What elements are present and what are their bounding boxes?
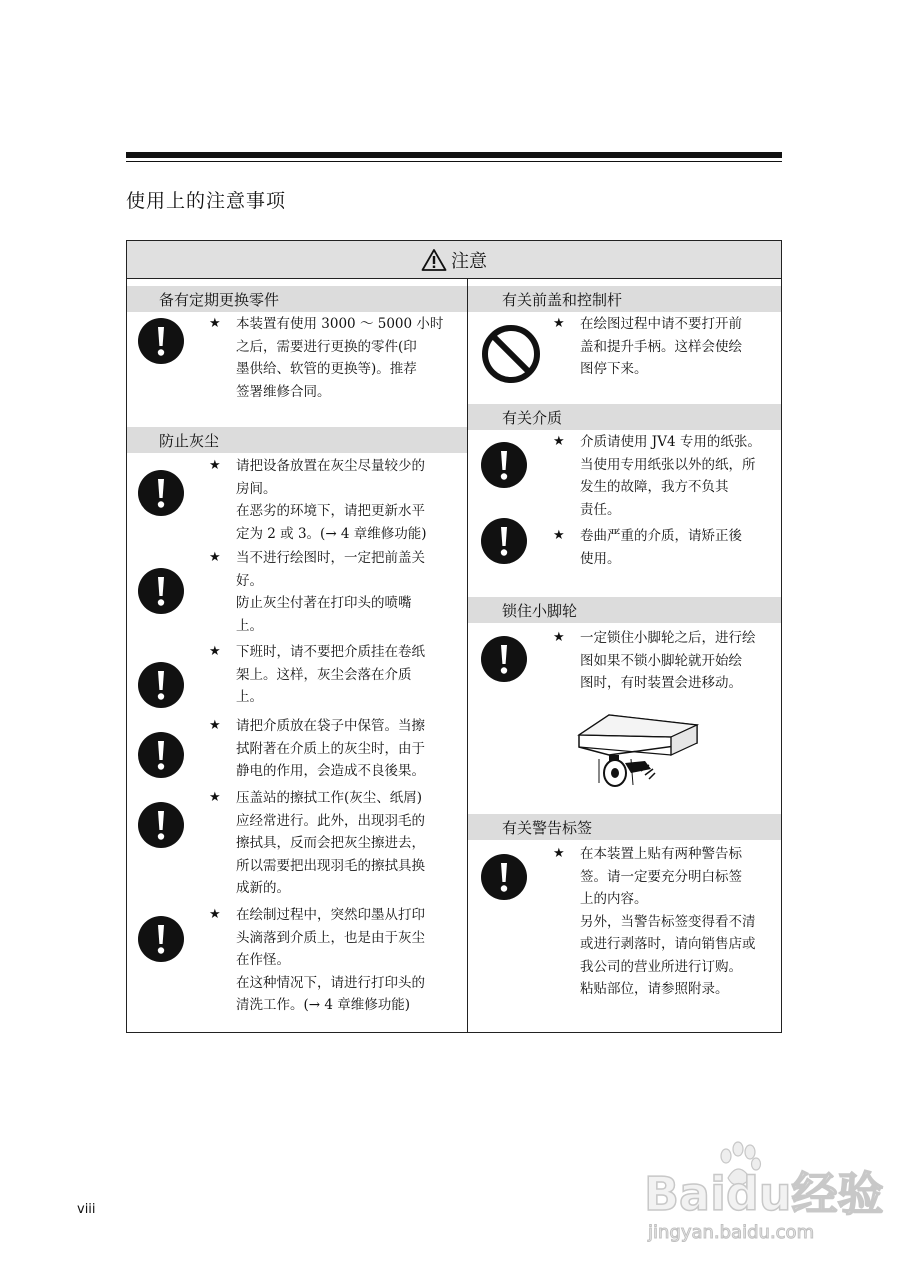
exclamation-icon [480, 635, 528, 683]
prohibited-icon [479, 322, 543, 386]
star-bullet: ★ [209, 718, 221, 733]
item-line: 请把设备放置在灰尘尽量较少的 [236, 458, 425, 474]
item-line: 在本装置上贴有两种警告标 [580, 846, 742, 862]
star-bullet: ★ [209, 550, 221, 565]
item-line: 应经常进行。此外，出现羽毛的 [236, 812, 425, 829]
item-line: 图如果不锁小脚轮就开始绘 [580, 652, 742, 669]
item-line: 介质请使用 JV4 专用的纸张。 [580, 434, 761, 450]
item-line: 在这种情况下，请进行打印头的 [236, 974, 425, 991]
section-heading-parts: 备有定期更换零件 [127, 286, 467, 312]
item-line: 或进行剥落时，请向销售店或 [580, 936, 756, 952]
star-bullet: ★ [553, 316, 565, 331]
item-line: 房间。 [236, 480, 277, 497]
item-line: 本装置有使用 3000 ～ 5000 小时 [236, 316, 444, 332]
item-line: 盖和提升手柄。这样会使绘 [580, 338, 742, 355]
item-line: 当不进行绘图时，一定把前盖关 [236, 550, 425, 566]
exclamation-icon [137, 801, 185, 849]
item-line: 拭附著在介质上的灰尘时，由于 [236, 740, 425, 757]
star-bullet: ★ [209, 458, 221, 473]
item-line: 粘贴部位，请参照附录。 [580, 981, 729, 997]
item-line: 另外，当警告标签变得看不清 [580, 913, 756, 930]
item-line: 所以需要把出现羽毛的擦拭具换 [236, 857, 425, 874]
caution-heading: 注意 [451, 250, 487, 272]
item-line: 签。请一定要充分明白标签 [580, 868, 742, 885]
item-line: 压盖站的擦拭工作(灰尘、纸屑) [236, 790, 423, 806]
exclamation-icon [137, 731, 185, 779]
item-line: 图停下来。 [580, 361, 648, 377]
item-line: 当使用专用纸张以外的纸，所 [580, 456, 756, 473]
item-line: 一定锁住小脚轮之后，进行绘 [580, 630, 756, 646]
star-bullet: ★ [209, 790, 221, 805]
caution-box [126, 240, 782, 1033]
item-line: 在恶劣的环境下，请把更新水平 [236, 503, 425, 519]
exclamation-icon [137, 317, 185, 365]
item-line: 架上。这样，灰尘会落在介质 [236, 666, 412, 683]
item-line: 在绘图过程中请不要打开前 [580, 316, 742, 332]
exclamation-icon [137, 915, 185, 963]
section-heading-media: 有关介质 [468, 404, 781, 430]
star-bullet: ★ [553, 528, 565, 543]
item-line: 图时，有时装置会进移动。 [580, 675, 742, 691]
item-line: 防止灰尘付著在打印头的喷嘴 [236, 595, 412, 611]
header-rule-thick [126, 152, 782, 158]
item-line: 头滴落到介质上，也是由于灰尘 [236, 929, 425, 946]
column-divider [467, 279, 468, 1032]
item-line: 请把介质放在袋子中保管。当擦 [236, 718, 425, 734]
caster-lock-illustration [575, 703, 705, 799]
item-line: 下班时，请不要把介质挂在卷纸 [236, 644, 425, 660]
exclamation-icon [137, 469, 185, 517]
item-line: 擦拭具，反而会把灰尘擦进去， [236, 835, 425, 851]
item-line: 上。 [236, 689, 263, 705]
item-line: 使用。 [580, 550, 621, 567]
item-line: 清洗工作。(→ 4 章维修功能) [236, 997, 411, 1013]
header-rule-thin [126, 161, 782, 162]
item-line: 定为 2 或 3。(→ 4 章维修功能) [236, 525, 427, 542]
warning-triangle-icon [421, 248, 447, 272]
item-line: 之后，需要进行更换的零件(印 [236, 338, 417, 355]
item-line: 成新的。 [236, 880, 290, 896]
item-line: 在绘制过程中，突然印墨从打印 [236, 907, 425, 923]
watermark [640, 1140, 884, 1270]
exclamation-icon [480, 853, 528, 901]
item-line: 墨供给、软管的更换等)。推荐 [236, 361, 417, 377]
item-line: 卷曲严重的介质，请矫正後 [580, 528, 742, 544]
star-bullet: ★ [553, 630, 565, 645]
section-heading-casters: 锁住小脚轮 [468, 597, 781, 623]
exclamation-icon [137, 567, 185, 615]
item-line: 发生的故障，我方不负其 [580, 479, 729, 495]
watermark-brand: Baidu经验 [644, 1167, 884, 1221]
star-bullet: ★ [209, 907, 221, 922]
caution-header [127, 241, 781, 279]
section-heading-labels: 有关警告标签 [468, 814, 781, 840]
item-line: 上。 [236, 617, 263, 634]
star-bullet: ★ [553, 434, 565, 449]
exclamation-icon [480, 517, 528, 565]
item-line: 好。 [236, 572, 263, 589]
star-bullet: ★ [209, 316, 221, 331]
exclamation-icon [137, 661, 185, 709]
item-line: 在作怪。 [236, 952, 290, 968]
section-heading-front-cover: 有关前盖和控制杆 [468, 286, 781, 312]
item-line: 静电的作用，会造成不良後果。 [236, 763, 425, 779]
item-line: 我公司的营业所进行订购。 [580, 958, 742, 975]
item-line: 责任。 [580, 501, 621, 518]
watermark-url: jingyan.baidu.com [648, 1222, 815, 1243]
item-line: 签署维修合同。 [236, 383, 331, 400]
item-line: 上的内容。 [580, 891, 648, 907]
star-bullet: ★ [209, 644, 221, 659]
star-bullet: ★ [553, 846, 565, 861]
page-title: 使用上的注意事项 [126, 190, 287, 212]
section-heading-dust: 防止灰尘 [127, 427, 467, 453]
page-number: viii [77, 1202, 96, 1217]
exclamation-icon [480, 441, 528, 489]
